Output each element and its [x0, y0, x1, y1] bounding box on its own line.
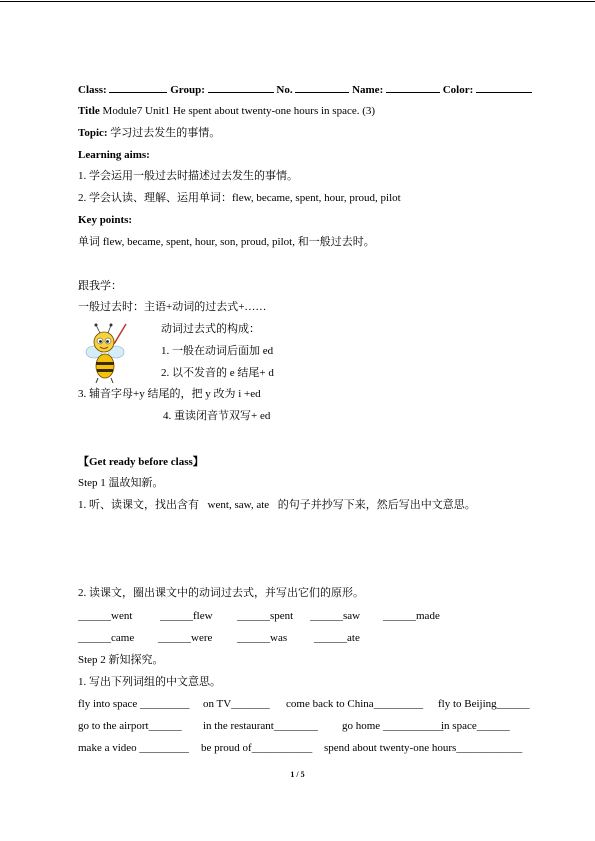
- task2-instruction: 2. 读课文，圈出课文中的动词过去式，并写出它们的原形。: [78, 587, 364, 599]
- topic-text: 学习过去发生的事情。: [110, 127, 221, 139]
- verb-blank[interactable]: ______came: [78, 632, 135, 644]
- color-label: Color:: [442, 84, 474, 96]
- step1-heading: Step 1 温故知新。: [78, 477, 164, 489]
- phrase-blank[interactable]: make a video _________: [78, 742, 189, 754]
- phrase-blank[interactable]: go to the airport______: [78, 720, 182, 732]
- top-border-line: [0, 1, 595, 2]
- formation-rule: 1. 一般在动词后面加 ed: [161, 345, 274, 357]
- follow-me-heading: 跟我学：: [78, 280, 122, 292]
- phrase-blank[interactable]: come back to China_________: [286, 698, 424, 710]
- step2-heading: Step 2 新知探究。: [78, 654, 164, 666]
- phrase-blank[interactable]: fly to Beijing______: [438, 698, 530, 710]
- group-label: Group:: [170, 84, 205, 96]
- name-label: Name:: [352, 84, 384, 96]
- verb-blank[interactable]: ______spent: [237, 610, 294, 622]
- verb-blank[interactable]: ______made: [383, 610, 440, 622]
- past-tense-definition: 一般过去时：主语+动词的过去式+……: [78, 301, 267, 313]
- group-field[interactable]: [208, 82, 274, 93]
- phrase-blank[interactable]: fly into space _________: [78, 698, 190, 710]
- topic-label: Topic:: [78, 127, 108, 139]
- verb-blank[interactable]: ______flew: [160, 610, 213, 622]
- learning-aim-item: 1. 学会运用一般过去时描述过去发生的事情。: [78, 170, 298, 182]
- class-field[interactable]: [109, 82, 167, 93]
- topic-line: [78, 126, 220, 140]
- color-field[interactable]: [476, 82, 532, 93]
- verb-blank[interactable]: ______was: [237, 632, 288, 644]
- verb-blank[interactable]: ______saw: [310, 610, 361, 622]
- student-info-header: [78, 82, 532, 97]
- section-title: 【Get ready before class】: [78, 456, 204, 468]
- class-label: Class:: [78, 84, 107, 96]
- task3-instruction: 1. 写出下列词组的中文意思。: [78, 676, 221, 688]
- page-number: 1 / 5: [290, 770, 305, 779]
- verb-blank[interactable]: ______were: [158, 632, 213, 644]
- learning-aims-heading: Learning aims:: [78, 149, 150, 161]
- no-field[interactable]: [295, 82, 349, 93]
- phrase-blank[interactable]: on TV_______: [203, 698, 270, 710]
- phrase-blank[interactable]: spend about twenty-one hours____________: [324, 742, 523, 754]
- title-text: Module7 Unit1 He spent about twenty-one hours in space. (3): [102, 105, 376, 117]
- key-points-text: 单词 flew, became, spent, hour, son, proud, pilot, 和一般过去时。: [78, 236, 375, 248]
- phrase-blank[interactable]: go home ___________: [342, 720, 444, 732]
- verb-blank[interactable]: ______ate: [314, 632, 360, 644]
- formation-rule: 3. 辅音字母+y 结尾的，把 y 改为 i +ed: [78, 388, 261, 400]
- learning-aim-item: 2. 学会认读、理解、运用单词：flew, became, spent, hour, proud, pilot: [78, 192, 401, 204]
- name-field[interactable]: [386, 82, 440, 93]
- verb-blank[interactable]: ______went: [78, 610, 133, 622]
- title-label: Title: [78, 105, 100, 117]
- no-label: No.: [276, 84, 293, 96]
- phrase-blank[interactable]: in space______: [441, 720, 510, 732]
- bee-illustration: [80, 322, 130, 384]
- title-line: [78, 104, 375, 118]
- phrase-blank[interactable]: in the restaurant________: [203, 720, 318, 732]
- formation-title: 动词过去式的构成：: [161, 323, 260, 335]
- formation-rule: 4. 重读闭音节双写+ ed: [163, 410, 271, 422]
- key-points-heading: Key points:: [78, 214, 133, 226]
- task1-instruction: 1. 听、读课文，找出含有 went, saw, ate 的句子并抄写下来，然后写出中文意思。: [78, 499, 476, 511]
- phrase-blank[interactable]: be proud of___________: [201, 742, 313, 754]
- formation-rule: 2. 以不发音的 e 结尾+ d: [161, 367, 274, 379]
